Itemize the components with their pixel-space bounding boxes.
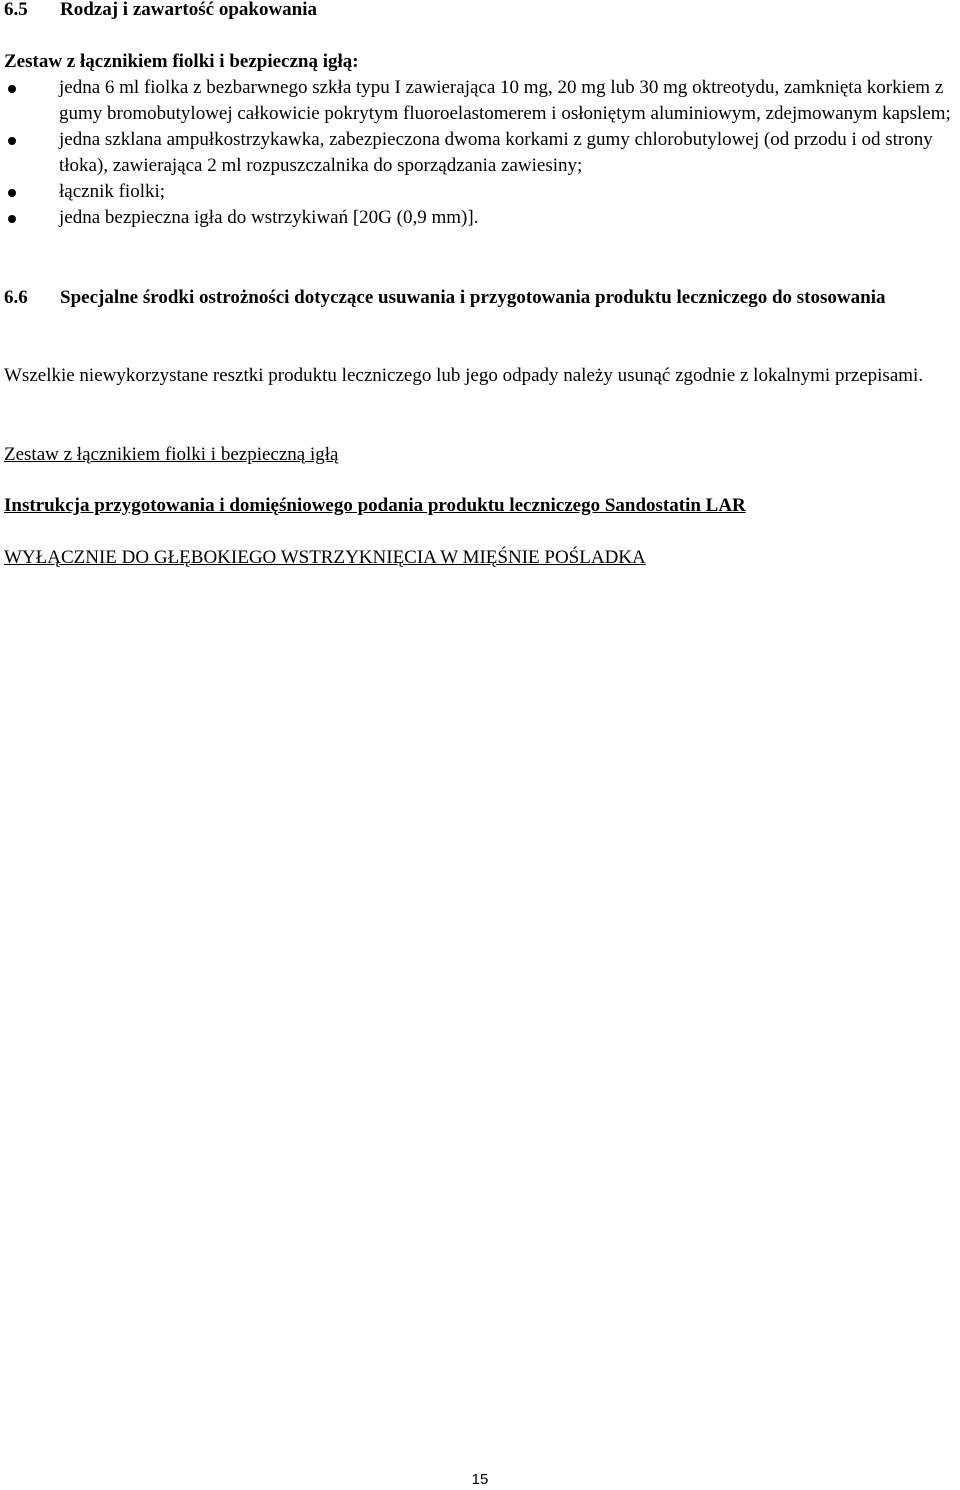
page-number: 15 <box>471 1471 489 1488</box>
disposal-paragraph: Wszelkie niewykorzystane resztki produktu leczniczego lub jego odpady należy usunąć zgodnie z lokalnymi przepisami. <box>4 365 924 386</box>
list-item: jedna bezpieczna igła do wstrzykiwań [20G (0,9 mm)]. <box>4 205 960 231</box>
list-item: jedna szklana ampułkostrzykawka, zabezpieczona dwoma korkami z gumy chlorobutylowej (od przodu i od strony tłoka), zawierająca 2 ml rozpuszczalnika do sporządzania zawiesiny; <box>4 127 960 179</box>
kit-contents-list <box>4 75 960 231</box>
section-number: 6.5 <box>4 0 28 20</box>
instructions-heading: Instrukcja przygotowania i domięśniowego podania produktu leczniczego Sandostatin LAR <box>4 495 746 516</box>
section-6-5-heading <box>4 0 960 23</box>
list-item: łącznik fiolki; <box>4 179 960 205</box>
list-item: jedna 6 ml fiolka z bezbarwnego szkła typu I zawierająca 10 mg, 20 mg lub 30 mg oktreotydu, zamknięta korkiem z gumy bromobutylowej całkowicie pokrytym fluoroelastomerem i osłoniętym aluminiowym, zdejmowanym kapslem; <box>4 75 960 127</box>
injection-warning: WYŁĄCZNIE DO GŁĘBOKIEGO WSTRZYKNIĘCIA W MIĘŚNIE POŚLADKA <box>4 547 646 568</box>
section-title: Specjalne środki ostrożności dotyczące usuwania i przygotowania produktu leczniczego do stosowania <box>60 287 886 308</box>
section-6-6-heading <box>4 285 960 311</box>
section-number: 6.6 <box>4 287 28 308</box>
kit-subheading: Zestaw z łącznikiem fiolki i bezpieczną igłą <box>4 444 339 465</box>
kit-heading: Zestaw z łącznikiem fiolki i bezpieczną igłą: <box>4 51 359 72</box>
section-title: Rodzaj i zawartość opakowania <box>60 0 318 20</box>
